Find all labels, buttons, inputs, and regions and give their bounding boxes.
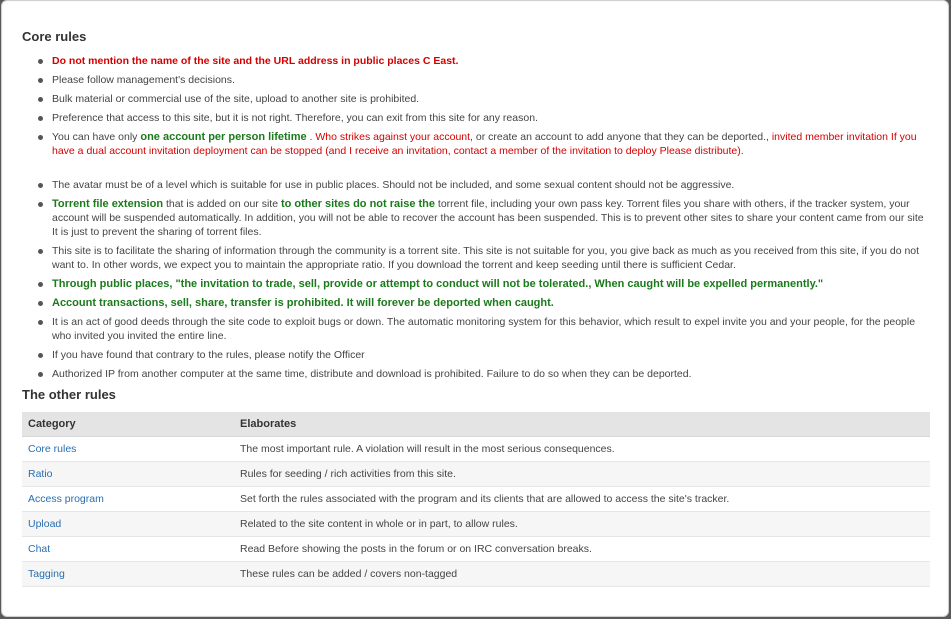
rule-item xyxy=(22,54,930,68)
category-link-tagging[interactable]: Tagging xyxy=(28,568,65,580)
column-header-elaborates: Elaborates xyxy=(234,412,930,437)
rule-item xyxy=(22,367,930,381)
category-link-ratio[interactable]: Ratio xyxy=(28,468,53,480)
rule-text: torrent file, including your own pass key. Torrent files you share with others, if the tracker system, your account will be suspended automatically. In addition, you will not be able to recover the account has been suspended. This is to prevent other sites to share your content came from our site It is just to prevent the sharing of torrent files. xyxy=(52,198,924,238)
other-rules-heading: The other rules xyxy=(22,387,116,402)
rule-warning: invited member invitation If you have a dual account invitation deployment can be stopped (and I receive an invitation, contact a member of the invitation to deploy Please distribute) xyxy=(52,131,917,157)
description-cell: These rules can be added / covers non-tagged xyxy=(234,562,930,587)
core-rules-list xyxy=(22,54,930,381)
rule-text: that is added on our site xyxy=(163,198,281,210)
rule-text: This site is to facilitate the sharing of information through the community is a torrent site. This site is not suitable for you, you give back as much as you received from this site, if you do not want to. In other words, we expect you to maintain the appropriate ratio. If you download the torrent and keep seeding until there is sufficient Cedar. xyxy=(52,245,920,271)
description-cell: Read Before showing the posts in the forum or on IRC conversation breaks. xyxy=(234,537,930,562)
table-row xyxy=(22,487,930,512)
rule-text: You can have only xyxy=(52,131,141,143)
description-cell: The most important rule. A violation will result in the most serious consequences. xyxy=(234,437,930,462)
category-link-chat[interactable]: Chat xyxy=(28,543,51,555)
table-row xyxy=(22,462,930,487)
category-cell xyxy=(22,437,234,462)
rule-warning: Who strikes against your account xyxy=(315,131,471,143)
category-cell xyxy=(22,562,234,587)
core-rules-heading: Core rules xyxy=(22,29,87,44)
description-cell: Rules for seeding / rich activities from this site. xyxy=(234,462,930,487)
rule-item xyxy=(22,197,930,239)
table-row xyxy=(22,562,930,587)
rule-highlight: one account per person lifetime xyxy=(140,131,307,143)
rule-item xyxy=(22,348,930,362)
table-row xyxy=(22,437,930,462)
rule-text: Bulk material or commercial use of the site, upload to another site is prohibited. xyxy=(52,93,420,105)
rule-item xyxy=(22,244,930,272)
rule-item xyxy=(22,178,930,192)
rule-item xyxy=(22,315,930,343)
table-header-row xyxy=(22,412,930,437)
table-row xyxy=(22,512,930,537)
rules-content xyxy=(22,29,930,587)
rule-item xyxy=(22,277,930,291)
rule-highlight: Account transactions, sell, share, transfer is prohibited. It will forever be deported when caught. xyxy=(52,297,554,309)
category-link-upload[interactable]: Upload xyxy=(28,518,62,530)
rule-text: Preference that access to this site, but it is not right. Therefore, you can exit from this site for any reason. xyxy=(52,112,538,124)
rule-text: Please follow management's decisions. xyxy=(52,74,235,86)
description-cell: Set forth the rules associated with the program and its clients that are allowed to access the site's tracker. xyxy=(234,487,930,512)
rule-text: , or create an account to add anyone that they can be deported., xyxy=(470,131,772,143)
table-row xyxy=(22,537,930,562)
other-rules-table xyxy=(22,412,930,587)
category-cell xyxy=(22,487,234,512)
category-cell xyxy=(22,537,234,562)
rule-item xyxy=(22,130,930,158)
rule-item xyxy=(22,92,930,106)
rule-text: It is an act of good deeds through the site code to exploit bugs or down. The automatic monitoring system for this behavior, which result to expel invite you and your people, for the people who invited you invited the entire line. xyxy=(52,316,916,342)
rule-item xyxy=(22,73,930,87)
category-link-access-program[interactable]: Access program xyxy=(28,493,104,505)
column-header-category: Category xyxy=(22,412,234,437)
rule-text: . xyxy=(306,131,316,143)
rule-highlight: Torrent file extension xyxy=(52,198,164,210)
rule-item xyxy=(22,111,930,125)
rule-item xyxy=(22,296,930,310)
description-cell: Related to the site content in whole or in part, to allow rules. xyxy=(234,512,930,537)
category-cell xyxy=(22,462,234,487)
rule-highlight: Through public places, "the invitation to trade, sell, provide or attempt to conduct will not be tolerated., When caught will be expelled permanently." xyxy=(52,278,824,290)
rule-text: The avatar must be of a level which is suitable for use in public places. Should not be included, and some sexual content should not be aggressive. xyxy=(52,179,735,191)
category-link-core-rules[interactable]: Core rules xyxy=(28,443,77,455)
rule-text: . xyxy=(740,145,744,157)
rule-text: Do not mention the name of the site and the URL address in public places C East. xyxy=(52,55,459,67)
category-cell xyxy=(22,512,234,537)
rule-text: If you have found that contrary to the rules, please notify the Officer xyxy=(52,349,365,361)
rules-panel xyxy=(1,0,949,617)
rule-highlight: to other sites do not raise the xyxy=(280,198,435,210)
rule-text: Authorized IP from another computer at the same time, distribute and download is prohibited. Failure to do so when they can be deported. xyxy=(52,368,692,380)
